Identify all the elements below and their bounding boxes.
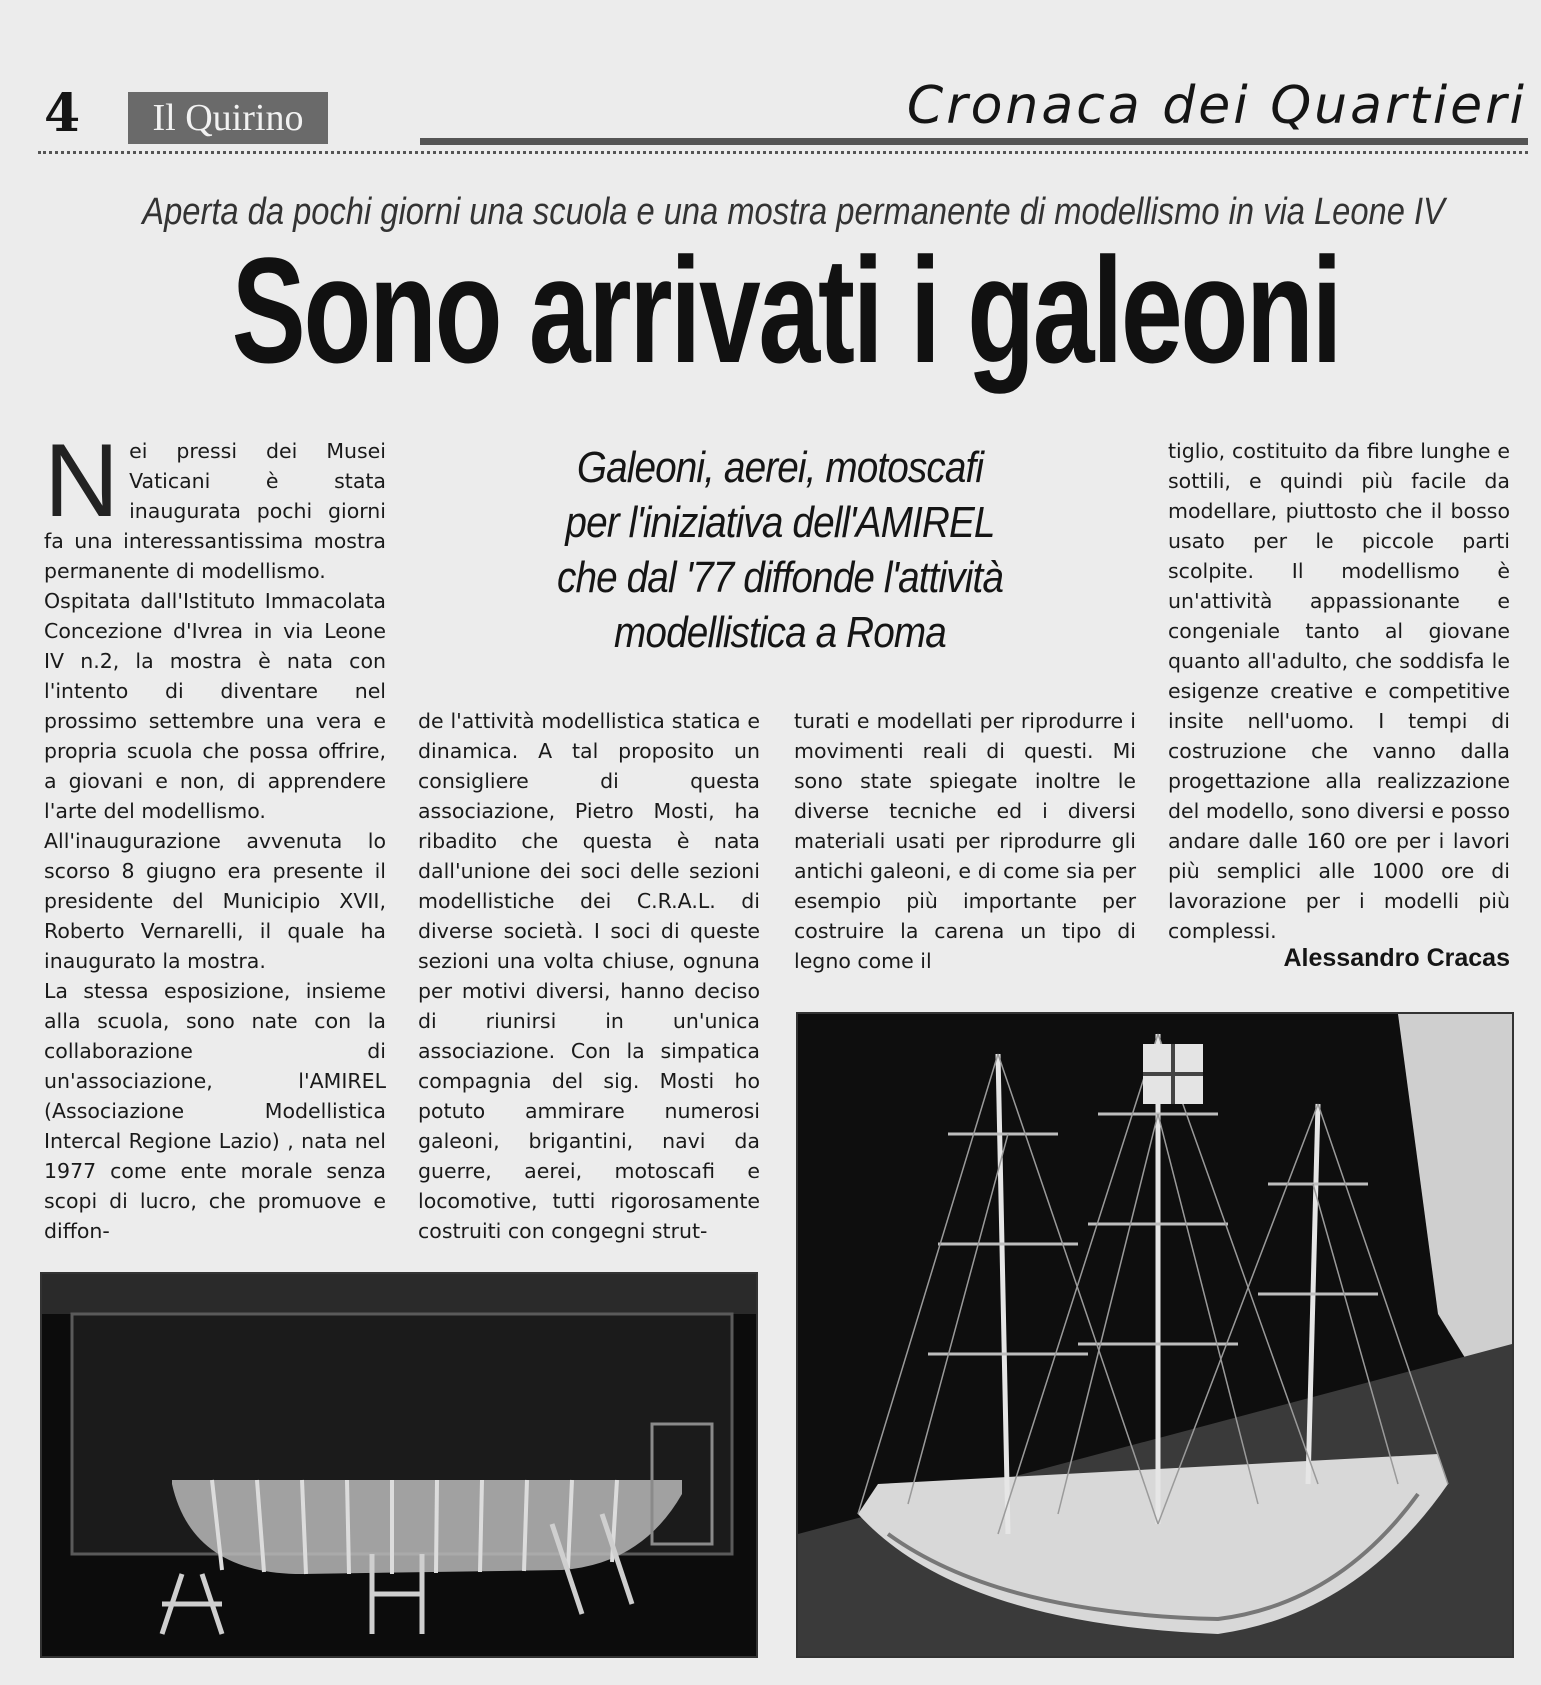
article-column-4 (1168, 436, 1510, 946)
drop-cap: N (44, 423, 120, 539)
subhead-line: modellistica a Roma (614, 608, 946, 657)
photo-galleon-model (796, 1012, 1514, 1658)
publication-masthead: Il Quirino (128, 92, 328, 144)
subhead-line: per l'iniziativa dell'AMIREL (565, 498, 995, 547)
header-rule (420, 138, 1528, 145)
article-headline: Sono arrivati i galeoni (231, 226, 1341, 394)
galleon-photo-illustration (798, 1014, 1512, 1656)
paragraph: tiglio, costituito da fibre lunghe e sottili, e quindi più facile da modellare, piuttosto che il bosso usato per le piccole parti scolpite. Il modellismo è un'attività appassionante e congeniale tanto al giovane quanto all'adulto, che soddisfa le esigenze creative e competitive insite nell'uomo. I tempi di costruzione che vanno dalla progettazione alla realizzazione del modello, sono diversi e posso andare dalle 160 ore per i lavori più semplici alle 1000 ore di lavorazione per i modelli più complessi. (1168, 439, 1510, 943)
paragraph (44, 423, 386, 586)
paragraph: turati e modellati per riprodurre i movimenti reali di questi. Mi sono state spiegate inoltre le diverse tecniche ed i diversi materiali usati per riprodurre gli antichi galeoni, e di come sia per esempio più importante per costruire la carena un tipo di legno come il (794, 709, 1136, 973)
subhead-line: Galeoni, aerei, motoscafi (576, 443, 984, 492)
article-kicker: Aperta da pochi giorni una scuola e una mostra permanente di modellismo in via Leone IV (142, 191, 1445, 233)
paragraph: La stessa esposizione, insieme alla scuola, sono nate con la collaborazione di un'associazione, l'AMIREL (Associazione Modellistica Intercal Regione Lazio) , nata nel 1977 come ente morale senza scopi di lucro, che promuove e diffon- (44, 979, 386, 1243)
subhead-line: che dal '77 diffonde l'attività (556, 553, 1003, 602)
paragraph: All'inaugurazione avvenuta lo scorso 8 giugno era presente il presidente del Municipio XVII, Roberto Vernarelli, il quale ha inaugurato la mostra. (44, 829, 386, 973)
paragraph: Ospitata dall'Istituto Immacolata Concezione d'Ivrea in via Leone IV n.2, la mostra è nata con l'intento di diventare nel prossimo settembre una vera e propria scuola che possa offrire, a giovani e non, di apprendere l'arte del modellismo. (44, 589, 386, 823)
ship-hull-photo-illustration (42, 1274, 756, 1656)
article-column-2 (418, 706, 760, 1246)
article-column-3 (794, 706, 1136, 976)
photo-ship-hull-display (40, 1272, 758, 1658)
article-byline: Alessandro Cracas (1283, 944, 1510, 972)
dotted-divider (38, 151, 1528, 154)
paragraph: de l'attività modellistica statica e dinamica. A tal proposito un consigliere di questa associazione, Pietro Mosti, ha ribadito che questa è nata dall'unione dei soci delle sezioni modellistiche dei C.R.A.L. di diverse società. I soci di queste sezioni una volta chiuse, ognuna per motivi diversi, hanno deciso di riunirsi in un'unica associazione. Con la simpatica compagnia del sig. Mosti ho potuto ammirare numerosi galeoni, brigantini, navi da guerre, aerei, motoscafi e locomotive, tutti rigorosamente costruiti con congegni strut- (418, 709, 760, 1243)
paragraph-text: ei pressi dei Musei Vaticani è stata inaugurata pochi giorni fa una interessantissima mostra permanente di modellismo. (44, 439, 386, 583)
section-title: Cronaca dei Quartieri (906, 76, 1527, 136)
article-subhead (463, 440, 1097, 660)
article-column-1 (44, 423, 386, 1246)
page-number: 4 (44, 83, 81, 144)
